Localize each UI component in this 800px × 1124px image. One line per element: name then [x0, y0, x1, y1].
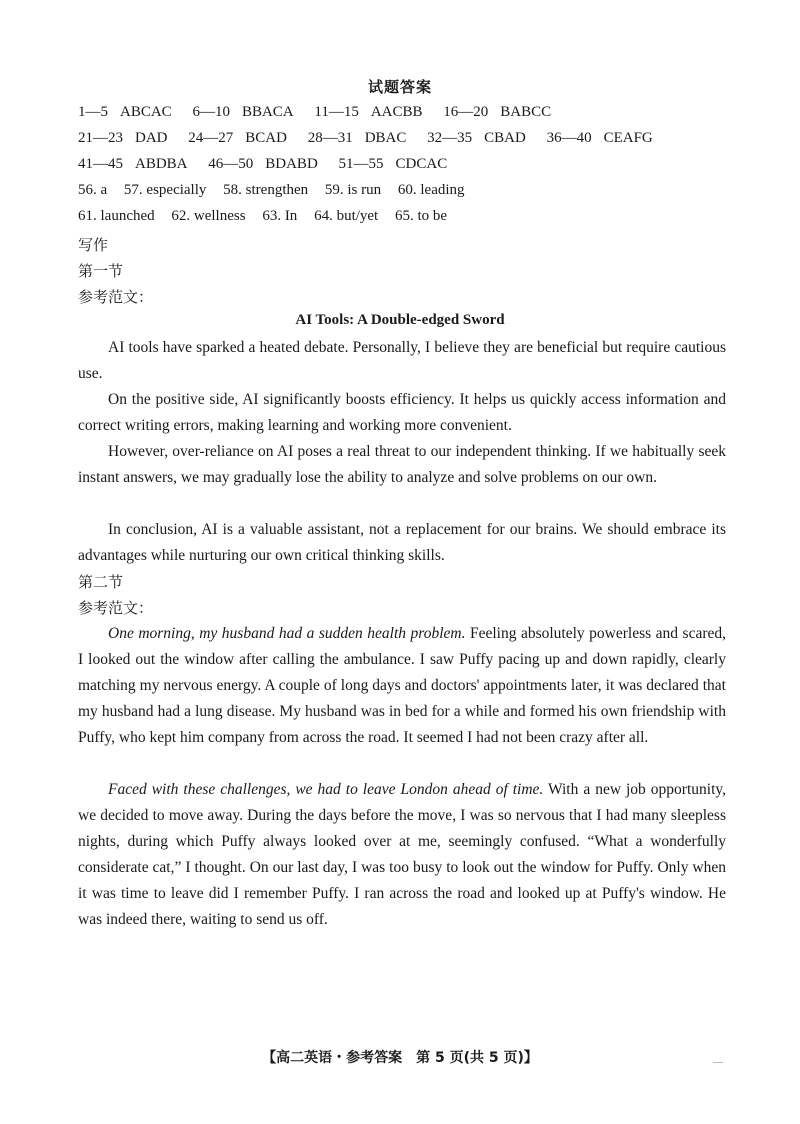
answer-group: 1—5 ABCAC — [78, 104, 172, 120]
fill-answer: 65. to be — [394, 208, 448, 224]
answers-row-3 — [78, 156, 464, 173]
answer-group: 28—31 DBAC — [307, 130, 407, 146]
section-1-ref-label: 参考范文： — [78, 288, 154, 306]
answer-group: 51—55 CDCAC — [338, 156, 448, 172]
answer-group: 6—10 BBACA — [192, 104, 294, 120]
section-2-label: 第二节 — [78, 573, 124, 591]
fill-answer: 62. wellness — [171, 208, 246, 224]
page-title: 试题答案 — [367, 78, 432, 96]
section-1-label: 第一节 — [78, 262, 124, 280]
fill-answer: 57. especially — [123, 182, 207, 198]
answer-group: 21—23 DAD — [78, 130, 168, 146]
answers-row-1 — [78, 104, 568, 121]
fill-answers-row-2 — [78, 208, 460, 225]
story-paragraph-1: One morning, my husband had a sudden health problem. Feeling absolutely powerless and scared, I looked out the window after calling the ambulance. I saw Puffy pacing up and down rapidly, clearly matching my nervous energy. A couple of long days and doctors' appointments later, it was declared that my husband had a lung disease. My husband was in bed for a while and formed his own friendship with Puffy, who kept him company from across the road. It seemed I had not been crazy after all. — [78, 625, 726, 746]
page-footer: 【高二英语・参考答案 第 5 页(共 5 页)】 — [262, 1050, 538, 1066]
fill-answer: 59. is run — [324, 182, 382, 198]
fill-answer: 63. In — [262, 208, 298, 224]
answer-group: 46—50 BDABD — [208, 156, 318, 172]
section-2-ref-label: 参考范文： — [78, 599, 154, 617]
answer-group: 24—27 BCAD — [188, 130, 287, 146]
fill-answer: 64. but/yet — [314, 208, 379, 224]
fill-answer: 60. leading — [397, 182, 465, 198]
answers-row-2 — [78, 130, 670, 147]
writing-label: 写作 — [78, 236, 109, 254]
story-lead-sentence: One morning, my husband had a sudden health problem. — [108, 625, 466, 642]
story-lead-sentence: Faced with these challenges, we had to leave London ahead of time. — [108, 781, 544, 798]
fill-answers-row-1 — [78, 182, 478, 199]
answer-group: 32—35 CBAD — [427, 130, 526, 146]
answer-group: 36—40 CEAFG — [546, 130, 653, 146]
essay-paragraph-3: However, over-reliance on AI poses a real threat to our independent thinking. If we habitually seek instant answers, we may gradually lose the ability to analyze and solve problems on our own. — [78, 443, 726, 486]
story-paragraph-2: Faced with these challenges, we had to leave London ahead of time. With a new job opportunity, we decided to move away. During the days before the move, I was so nervous that I had many sleepless nights, during which Puffy always looked over at me, seemingly confused. “What a wonderfully considerate cat,” I thought. On our last day, I was too busy to look out the window for Puffy. Only when it was time to leave did I remember Puffy. I ran across the road and looked up at Puffy's window. He was indeed there, waiting to send us off. — [78, 781, 726, 928]
fill-answer: 56. a — [78, 182, 108, 198]
essay-paragraph-4: In conclusion, AI is a valuable assistant, not a replacement for our brains. We should embrace its advantages while nurturing our own critical thinking skills. — [78, 521, 726, 564]
essay-title: AI Tools: A Double-edged Sword — [295, 312, 505, 328]
footer-mark — [713, 1062, 723, 1063]
fill-answer: 58. strengthen — [223, 182, 309, 198]
essay-paragraph-1: AI tools have sparked a heated debate. Personally, I believe they are beneficial but require cautious use. — [78, 339, 726, 382]
answer-group: 11—15 AACBB — [314, 104, 423, 120]
answer-group: 41—45 ABDBA — [78, 156, 188, 172]
essay-paragraph-2: On the positive side, AI significantly boosts efficiency. It helps us quickly access information and correct writing errors, making learning and working more convenient. — [78, 391, 726, 434]
answer-group: 16—20 BABCC — [443, 104, 552, 120]
fill-answer: 61. launched — [78, 208, 155, 224]
